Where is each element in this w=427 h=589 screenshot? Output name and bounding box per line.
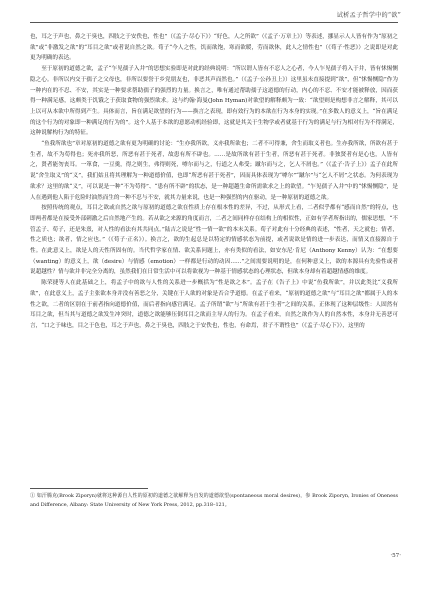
paragraph-4: 按照传统的观点，耳目之欲或自然之欲与原初的道德之欲在性质上存在根本性的差异，不过，从形式上看，二者似乎都有“感而自然”的特点，也即两者都是在接受外部刺激之后自然地产生的。若从欲之来源的角度而言，二者之间同样存在结构上的相似性，正如有学者所指出的，儒家思想，“不管孟子、荀子，还是朱熹，对人性的看法有其共同点。”陆吉之说是“性一情一欲”的本末关系。荀子对此有十分经典的表述，“性者，天之就也；情者，性之质也；欲者，情之应也。”（《荀子·正名》）。换言之，欲的生起总是以特定的情感状态为前提，或者说欲是情的进一步表达，而情又直接源自于性。在此意义上，欲是人的天性所固有的。当代哲学家在情、欲关系问题上，亦有类似的看法，如安东尼·肯尼（Anthony Kenny）认为：“在想要（wanting）的意义上，欲（desire）与情感（emotion）一样都是行动的动因……”之间需要说明的是，在何种意义上，欲的本源具有先验性或者说超越性？情与欲并非完全分离的，虽然我们在日常生活中可以将欲视为一种基于情感状态的心理状态，但欲本身却有着超越情感的维度。 (30, 205, 398, 276)
paragraph-1: 也，耳之于声也，鼻之于臭也，四肢之于安佚也，性也”（《孟子·尽心下》）“好色，人之所欲”（《孟子·万章上》）等表述，挪显示人人皆有作为“原初之欲”或“非激发之欲”的“耳目之欲”或者说自然之欲。荀子“今人之性，饥而欲饱，寒而欲暖，劳而欲休，此人之情性也”（《荀子·性恶》）之说即是对此更为明确的表达。 (30, 34, 398, 62)
footnote: ① 如汗腾克(Brook Ziporyn)就将这种源自人性的原初的道德之欲解释为自发的道德欲望(spontaneous moral desires)，参 Brook Ziporyn, Ironies of Oneness and Difference, Albany: State University of New York Press, 2012, pp.318–121。 (30, 493, 398, 508)
paragraph-5: 陈荣捷等人在此基础之上，将孟子中的欲与人性的关系进一步概括为“性是欲之本”。孟子在《告子上》中说“鱼我所欲”，并以此类比“义我所欲”，在此意义上，孟子主张欲本身并没有善恶之分，关键在于人欲的对象是否合乎道德。在孟子看来，“原初的道德之欲”与“耳目之欲”都属于人的本性之欲，二者的区别在于前者指向道德价值，而后者指向感官满足。孟子所谓“欲”与“所欲有甚于生者”之间的关系，正体现了这种层级性：人固然有耳目之欲，但当其与道德之欲发生冲突时，道德之欲能够压倒耳目之欲而主导人的行为。在孟子看来，自然之欲作为人的自然本性，本身并无善恶可言，“口之于味也，目之于色也，耳之于声也，鼻之于臭也，四肢之于安佚也，性也，有命焉，君子不谓性也”（《孟子·尽心下》），这里的 (30, 280, 398, 329)
paragraph-2: 至于原初的道德之欲，孟子“乍见孺子入井”的思想实验即是对此的经典说明：“所以谓人皆有不忍人之心者，今人乍见孺子将入于井，皆有怵惕恻隐之心。非所以内交于孺子之父母也，非所以要誉于乡党朋友也，非恶其声而然也。”（《孟子·公孙丑上》）这里虽未直接提到“欲”，但“怵惕恻隐”作为一种内在的不忍、不安，其实是一种要求帮助孺子的强烈的力量。换言之，唯有通过帮助孺子这道德的行动，内心的不忍、不安才能被释放，因而获得一种满足感，这颇类于饥饿之于获取食物的强烈欲求。这与约翰·海曼(John Hyman)对欲望的解释颇为一致：“欲望则是构想非言之解释，其可以上以可从本欲中所得到产生。具体而言，旨在满足欲望的行为——换言之表现，即有效行为的本欲在行为本身的实现。”在多数人的意义上，“旨在满足的这个行为的对象即一种满足的行为的”。这个人基于本欲的意愿动机经验即，这就是其关于生物学或者就基于行为的满足与行为相对行为不得满足，这种说解构行为的特征。 (30, 66, 398, 137)
footnote-rule (30, 488, 148, 489)
running-header: 试析孟子哲学中的“欲” (336, 12, 401, 19)
page-number: ·57· (390, 553, 401, 559)
body-text (30, 32, 398, 332)
header-rule (30, 22, 398, 23)
paragraph-3: “鱼我所欲也”章对原初的道德之欲有更为明确的讨论：“生亦我所欲，义亦我所欲也；二者不可得兼，舍生而取义者也。生亦我所欲，所欲有甚于生者，故不为苟得也；死亦我所恶，所恶有甚于死者，故患有所不辟也。……是故所欲有甚于生者，所恶有甚于死者。非独贤者有是心也，人皆有之，贤者能勿丧耳。一箪食，一豆羹，得之则生，弗得则死，嘑尔而与之，行道之人弗受；蹴尔而与之，乞人不屑也。”（《孟子·告子上》）孟子在此所说“舍生取义”的“义”，我们姑且将其理解为一种道德价值，也即“所恶有甚于死者”，因而具体表现为“嘑尔”“蹴尔”与“乞人不屑”之状态。为何表现为欲求？这里的欲“义”，可以说是一种“不为苟得”、“患有所不辟”的状态，是一种超越生命所需欲求之上的欲望。“乍见孺子入井”中的“怵惕恻隐”，是人在遇到他人陷于危险时油然而生的一种不忍与不安，就其力量来说，也是一种强烈的内在驱动，是一种原初的道德之欲。 (30, 141, 398, 201)
